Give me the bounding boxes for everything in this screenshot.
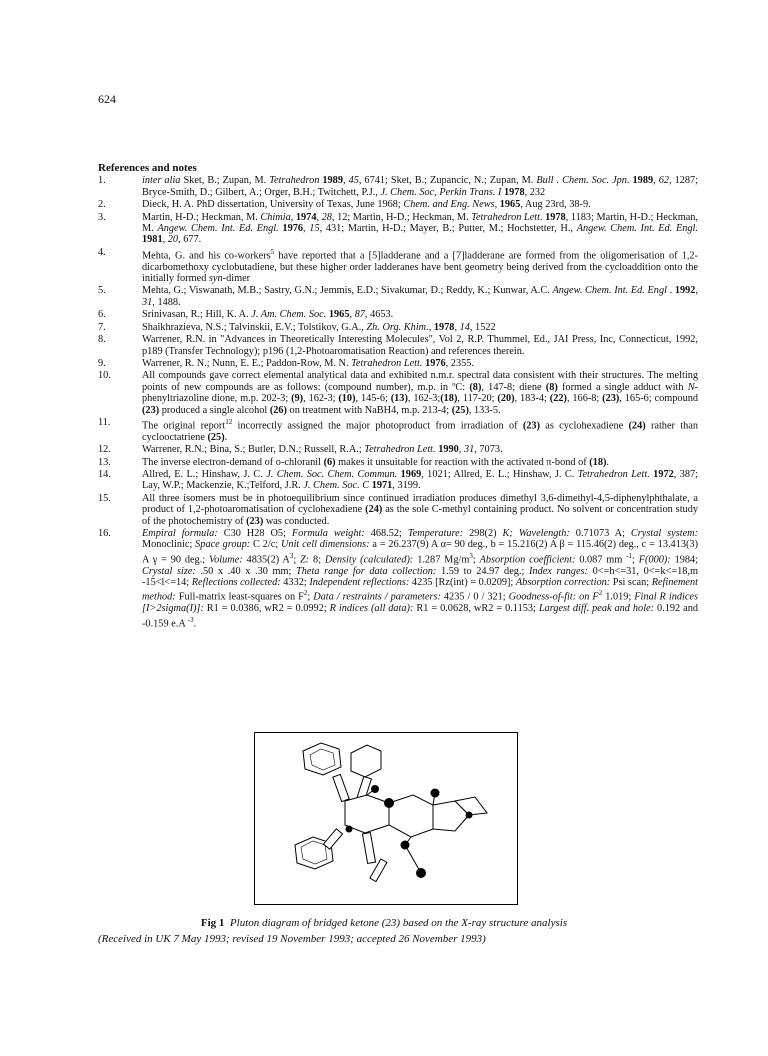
reference-number: 2. — [98, 199, 106, 211]
reference-number: 15. — [98, 492, 111, 504]
reference-item — [98, 247, 698, 285]
reference-item — [98, 309, 698, 320]
reference-number: 13. — [98, 456, 111, 468]
reference-number: 14. — [98, 469, 111, 480]
reference-number: 4. — [98, 246, 106, 258]
reference-text: Shaikhrazieva, N.S.; Talvinskii, E.V.; Tolstikov, G.A., Zh. Org. Khim., 1978, 14, 1522 — [142, 321, 496, 333]
molecule-structure-drawing — [255, 733, 517, 904]
reference-item — [98, 457, 698, 468]
reference-text: inter alia Sket, B.; Zupan, M. Tetrahedron 1989, 45, 6741; Sket, B.; Zupancic, N.; Zupan, M. Bull . Chem. Soc. Jpn. 1989, 62, 1287; Bryce-Smith, D.; Gilbert, A.; Orger, B.H.; Twitchett, P.J., J. Chem. Soc, Perkin Trans. I 1978, 232 — [142, 175, 699, 198]
reference-number: 12. — [98, 444, 111, 456]
reference-number: 6. — [98, 309, 106, 321]
reference-item — [98, 469, 698, 492]
reference-text: Srinivasan, R.; Hill, K. A. J. Am. Chem. Soc. 1965, 87, 4653. — [142, 309, 394, 321]
reference-number: 10. — [98, 370, 111, 382]
reference-text: Dieck, H. A. PhD dissertation, University of Texas, June 1968; Chem. and Eng. News, 1965, Aug 23rd, 38-9. — [142, 199, 591, 211]
reference-number: 8. — [98, 334, 106, 346]
reference-item — [98, 417, 698, 443]
reference-number: 9. — [98, 357, 106, 369]
reference-number: 1. — [98, 175, 106, 187]
reference-number: 3. — [98, 211, 106, 223]
references-heading: References and notes — [98, 162, 197, 174]
reference-text: Warrener, R. N.; Nunn, E. E.; Paddon-Row, M. N. Tetrahedron Lett. 1976, 2355. — [142, 357, 474, 369]
reference-text: Mehta, G.; Viswanath, M.B.; Sastry, G.N.; Jemmis, E.D.; Sivakumar, D.; Reddy, K.; Kunwar, A.C. Angew. Chem. Int. Ed. Engl . 1992, 31, 1488. — [142, 285, 699, 308]
received-dates: (Received in UK 7 May 1993; revised 19 November 1993; accepted 26 November 1993) — [98, 933, 486, 945]
references-section — [98, 163, 698, 631]
reference-text: All three isomers must be in photoequilibrium since continued irradiation produces dimethyl 3,6-dimethyl-4,5-diphenylphthalate, a product of 1,2-photoaromatisation of cyclohexadiene (24) as the sole C-methyl containing product. No solvent or concentration study of the photochemistry of (23) was conducted. — [142, 492, 698, 527]
reference-number: 16. — [98, 528, 111, 540]
reference-text: Martin, H-D.; Heckman, M. Chimia, 1974, 28, 12; Martin, H-D.; Heckman, M. Tetrahedron Lett. 1978, 1183; Martin, H-D.; Heckman, M. Angew. Chem. Int. Ed. Engl. 1976, 15, 431; Martin, H-D.; Mayer, B.; Putter, M.; Hochstetter, H., Angew. Chem. Int. Ed. Engl. 1981, 20, 677. — [142, 211, 699, 246]
reference-text: All compounds gave correct elemental analytical data and exhibited n.m.r. spectral data consistent with their structures. The melting points of new compounds are as follows: (compound number), m.p. in ºC: (8), 147-8; diene (8) formed a single adduct with N-phenyltriazoline dione, m.p. 202-3; (9), 162-3; (10), 145-6; (13), 162-3;(18), 117-20; (20), 183-4; (22), 166-8; (23), 165-6; compound (23) produced a single alcohol (26) on treatment with NaBH4, m.p. 213-4; (25), 133-5. — [142, 370, 699, 416]
reference-number: 7. — [98, 321, 106, 333]
reference-item — [98, 370, 698, 416]
reference-text: The original report$^{12}$ incorrectly assigned the major photoproduct from irradiation of (23) as cyclohexadiene (24) rather than cyclooctatriene (25). — [142, 417, 698, 443]
references-list — [98, 175, 698, 629]
reference-number: 11. — [98, 416, 111, 428]
reference-item — [98, 322, 698, 333]
figure-caption-text: Pluton diagram of bridged ketone (23) based on the X-ray structure analysis — [229, 917, 568, 929]
figure-pluton-diagram — [254, 732, 518, 905]
reference-item — [98, 358, 698, 369]
reference-text: The inverse electron-demand of o-chloranil (6) makes it unsuitable for reaction with the activated π-bond of (18). — [142, 456, 609, 468]
reference-text: Empiral formula: C30 H28 O5; Formula weight: 468.52; Temperature: 298(2) K; Wavelength: 0.71073 A; Crystal system: Monoclinic; Space group: C 2/c; Unit cell dimensions: a = 26.237(9) A α= 90 deg., b = 15.216(2) A β = 115.46(2) deg., c = 13.413(3) A γ = 90 deg.; Volume: 4835(2) $A^3$; Z: 8; Density (calculated): 1.287 $Mg/m^3$; Absorption coefficient: 0.087 mm $^{-1}$; F(000): 1984; Crystal size: .50 x .40 x .30 mm; Theta range for data collection: 1.59 to 24.97 deg.; Index ranges: 0<=h<=31, 0<=k<=18,m -15<l<=14; Reflections collected: 4332; Independent reflections: 4235 [Rz(int) = 0.0209]; Absorption correction: Psi scan; Refinement method: Full-matrix least-squares on $F^2$; Data / restraints / parameters: 4235 / 0 / 321; Goodness-of-fit: on $F^2$ 1.019; Final R indices [I>2sigma(I)]: R1 = 0.0386, wR2 = 0.0992; R indices (all data): R1 = 0.0628, wR2 = 0.1153; Largest diff. peak and hole: 0.192 and -0.159 e.A $^{-3}$. — [142, 528, 699, 630]
reference-text: Warrener, R.N.; Bina, S.; Butler, D.N.; Russell, R.A.; Tetrahedron Lett. 1990, 31, 7073. — [142, 444, 503, 456]
reference-text: Warrener, R.N. in "Advances in Theoretically Interesting Molecules", Vol 2, R.P. Thummel, Ed., JAI Press, Inc, Connecticut, 1992, p189 (Transfer Technology); p196 (1,2-Photoaromatisation Reaction) and references therein. — [142, 334, 698, 357]
reference-item — [98, 175, 698, 198]
reference-text: Allred, E. L.; Hinshaw, J. C. J. Chem. Soc. Chem. Commun. 1969, 1021; Allred, E. L.; Hinshaw, J. C. Tetrahedron Lett. 1972, 387; Lay, W.P.; Mackenzie, K.;Telford, J.R. J. Chem. Soc. C 1971, 3199. — [142, 469, 699, 492]
reference-item — [98, 528, 698, 630]
reference-item — [98, 199, 698, 210]
reference-item — [98, 285, 698, 308]
figure-caption — [0, 917, 768, 929]
reference-text: Mehta, G. and his co-workers$^5$ have reported that a [5]ladderane and a [7]ladderane are formed from the oligomerisation of 1,2-dicarbomethoxy cyclobutadiene, but these higher order ladderanes have bent geometry being derived from the cycloaddition onto the initially formed syn-dimer — [142, 247, 698, 285]
figure-label: Fig 1 — [200, 917, 225, 929]
reference-number: 5. — [98, 285, 106, 297]
reference-item — [98, 493, 698, 527]
reference-item — [98, 444, 698, 455]
reference-item — [98, 212, 698, 246]
reference-item — [98, 334, 698, 357]
page-number: 624 — [98, 92, 116, 106]
